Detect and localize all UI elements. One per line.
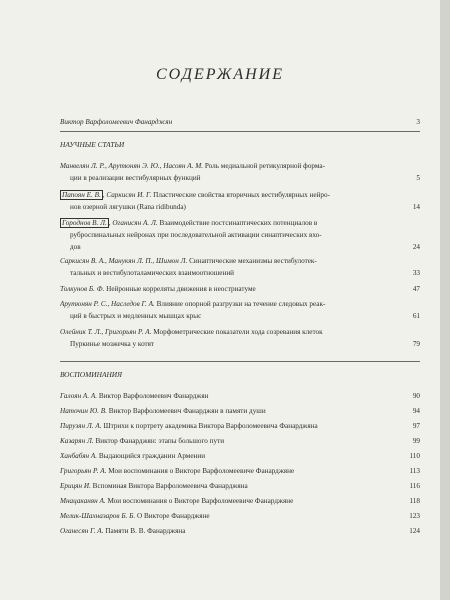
page-number: 116	[409, 482, 420, 490]
entry-title: Штрихи к портрету академика Виктора Варфоломеевича Фанарджяна	[103, 422, 318, 430]
entry-title: Морфометрические показатели хода созревания клеток	[153, 328, 323, 336]
entry-author: Григорьян Р. А.	[60, 467, 107, 475]
page-number: 94	[412, 407, 420, 415]
entry-title-cont: нов озерной лягушки (Rana ridibunda)	[70, 203, 186, 211]
page-number: 110	[409, 452, 420, 460]
page-number: 124	[409, 527, 420, 535]
divider	[60, 361, 420, 362]
entry-title-cont: ции в реализации вестибулярных функций	[70, 174, 201, 182]
entry-author-boxed: Папоян Е. В.	[62, 191, 101, 199]
page-number: 97	[412, 422, 420, 430]
page-number: 24	[412, 243, 420, 251]
page-number: 118	[409, 497, 420, 505]
entry-title: Синаптические механизмы вестибулотек-	[189, 257, 317, 265]
entry-title: Взаимодействие постсинаптических потенциалов в	[159, 219, 318, 227]
entry-author: Пирузян Л. А.	[60, 422, 102, 430]
section-heading-memories: ВОСПОМИНАНИЯ	[60, 370, 122, 379]
toc-entry	[60, 283, 420, 295]
entry-title-cont: Пуркинье мозжечка у котят	[70, 340, 155, 348]
entry-title-cont: тальных и вестибулоталамических взаимоотношений	[70, 269, 235, 277]
entry-title: Пластические свойства вторичных вестибулярных нейро-	[153, 191, 330, 199]
page-number: 61	[412, 312, 420, 320]
divider	[60, 131, 420, 132]
entry-title-cont: дов	[70, 243, 81, 251]
entry-author: Оганесян Г. А.	[60, 527, 104, 535]
page-number: 90	[412, 392, 420, 400]
entry-author-boxed: Городнов В. Л.	[62, 219, 107, 227]
entry-authors: , Оганисян А. Л.	[108, 219, 158, 227]
entry-title: Виктор Фанарджян: этапы большого пути	[95, 437, 225, 445]
entry-author: Ерицян И.	[60, 482, 91, 490]
toc-entry	[60, 255, 420, 279]
memoir-entry	[60, 390, 420, 402]
entry-title: Памяти В. В. Фанарджяна	[105, 527, 186, 535]
entry-title: Нейронные корреляты движения в неостриатуме	[106, 285, 256, 293]
intro-author: Виктор Варфоломеевич Фанарджян	[60, 118, 173, 126]
entry-author: Мелик-Шахназаров Б. Б.	[60, 512, 136, 520]
entry-authors: Манвелян Л. Р., Арутюнян Э. Ю., Насоян А. М.	[60, 162, 204, 170]
page-number: 3	[416, 118, 420, 126]
page-number: 14	[412, 203, 420, 211]
entry-author: Мнацаканян А.	[60, 497, 106, 505]
entry-authors: Олейник Т. Л., Григорьян Р. А.	[60, 328, 152, 336]
entry-title: Влияние опорной разгрузки на течение следовых реак-	[156, 300, 326, 308]
entry-author: Ханбабян А.	[60, 452, 98, 460]
toc-entry	[60, 298, 420, 322]
toc-entry	[60, 217, 420, 253]
memoir-entry	[60, 435, 420, 447]
entry-author: Галоян А. А.	[60, 392, 98, 400]
memoir-entry	[60, 420, 420, 432]
entry-title: О Викторе Фанарджяне	[137, 512, 210, 520]
entry-author: Наточин Ю. В.	[60, 407, 107, 415]
memoir-entry	[60, 510, 420, 522]
entry-title-cont: ций в быстрых и медленных мышцах крыс	[70, 312, 202, 320]
entry-title: Роль медиальной ретикулярной форма-	[204, 162, 325, 170]
entry-title: Виктор Варфоломеевич Фанарджян в памяти души	[108, 407, 266, 415]
section-heading-scientific: НАУЧНЫЕ СТАТЬИ	[60, 140, 125, 149]
page-number: 33	[412, 269, 420, 277]
entry-authors: , Саркисян И. Г.	[102, 191, 152, 199]
intro-entry	[60, 116, 420, 128]
toc-entry	[60, 326, 420, 350]
entry-title: Мои воспоминания о Викторе Варфоломеевиче Фанарджяне	[108, 467, 295, 475]
memoir-entry	[60, 450, 420, 462]
page-number: 123	[409, 512, 420, 520]
memoir-entry	[60, 525, 420, 537]
page-number: 79	[412, 340, 420, 348]
page-edge	[440, 0, 450, 600]
page-title: СОДЕРЖАНИЕ	[155, 66, 285, 83]
page-number: 5	[416, 174, 420, 182]
toc-entry	[60, 189, 420, 213]
entry-title: Выдающийся гражданин Армении	[98, 452, 206, 460]
entry-title: Вспоминая Виктора Варфоломеевича Фанарджяна	[92, 482, 248, 490]
entry-authors: Саркисян В. А., Манукян Л. П., Шимон Л.	[60, 257, 188, 265]
memoir-entry	[60, 465, 420, 477]
entry-title: Виктор Варфоломеевич Фанарджян	[98, 392, 209, 400]
entry-title: Мои воспоминания о Викторе Варфоломеевиче Фанарджяне	[107, 497, 294, 505]
page-number: 113	[409, 467, 420, 475]
entry-author: Казарян Л.	[60, 437, 94, 445]
memoir-entry	[60, 495, 420, 507]
page-number: 47	[412, 285, 420, 293]
page-number: 99	[412, 437, 420, 445]
entry-authors: Арутюнян Р. С., Наследов Г. А.	[60, 300, 155, 308]
memoir-list	[60, 390, 420, 537]
entry-title-cont: руброспинальных нейронах при последовательной активации синаптических вхо-	[70, 231, 322, 239]
memoir-entry	[60, 405, 420, 417]
toc-entry	[60, 160, 420, 184]
memoir-entry	[60, 480, 420, 492]
entry-authors: Толкунов Б. Ф.	[60, 285, 105, 293]
